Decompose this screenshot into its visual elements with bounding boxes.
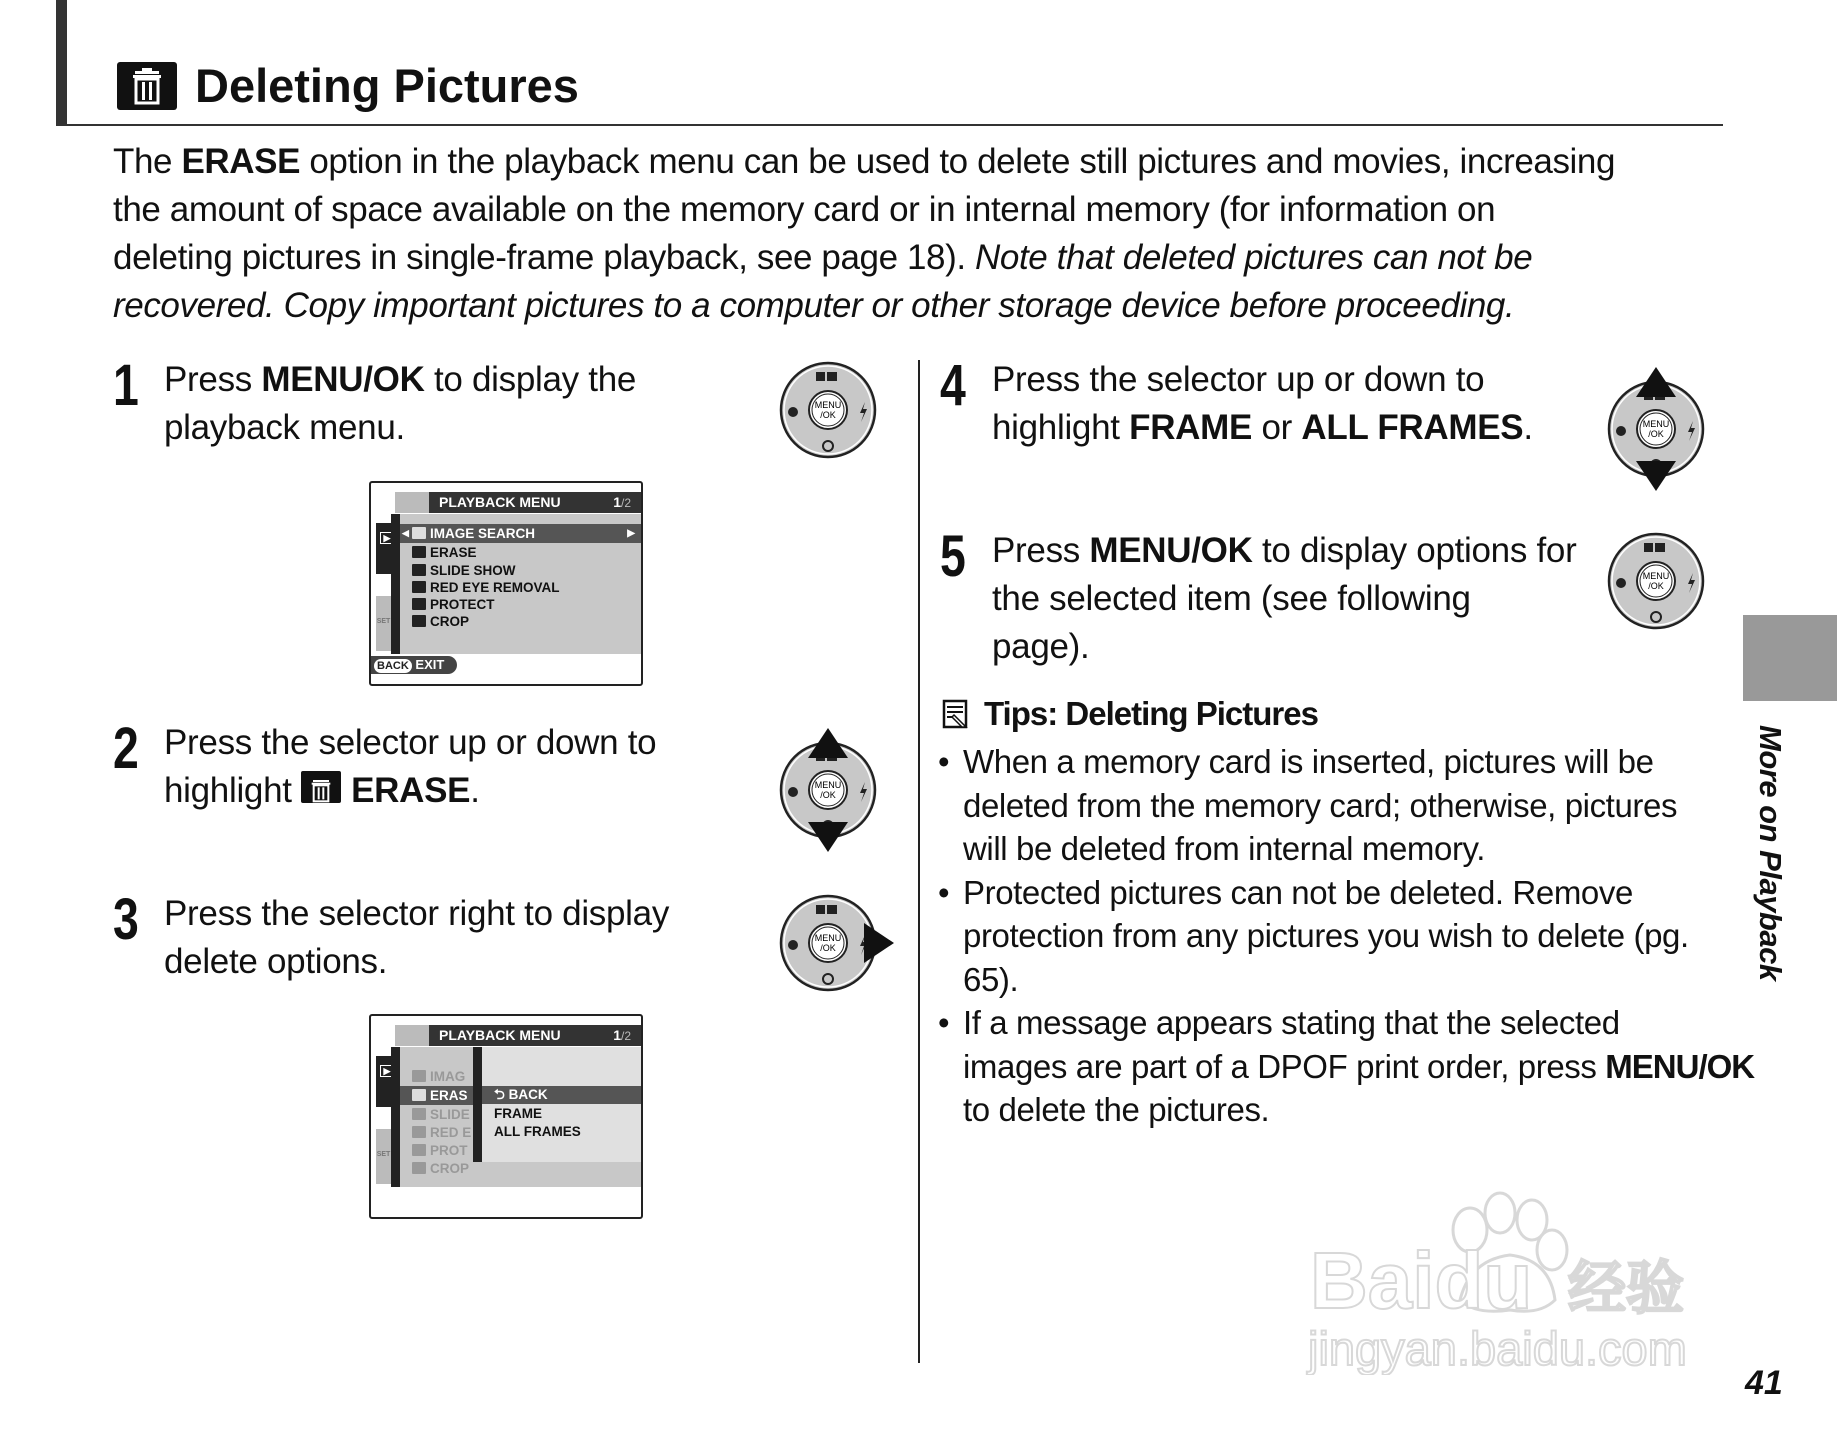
menu-title-bar bbox=[429, 492, 641, 513]
warning-text: recovered. Copy important pictures to a computer or other storage device before proceeding. bbox=[113, 286, 1515, 325]
selector-up-down-icon bbox=[778, 727, 878, 858]
title-text: Deleting Pictures bbox=[195, 59, 579, 112]
menu-title: PLAYBACK MENU bbox=[439, 1027, 561, 1043]
menu-item-image-search: IMAGE SEARCH ▶ ◀ bbox=[400, 524, 641, 543]
column-divider bbox=[918, 360, 920, 1363]
text: Press the selector up or down to bbox=[164, 723, 657, 762]
back-arrow-icon: ⮌ bbox=[494, 1087, 509, 1102]
text: delete options. bbox=[164, 942, 388, 981]
submenu-all-frames: ALL FRAMES bbox=[494, 1124, 581, 1139]
menu-strip bbox=[391, 514, 400, 654]
erase-term: ERASE bbox=[181, 142, 301, 181]
page-indicator: 1/2 bbox=[613, 1027, 631, 1043]
tips-list bbox=[938, 740, 1754, 1132]
svg-text:/OK: /OK bbox=[1648, 581, 1664, 591]
step-number: 1 bbox=[113, 353, 139, 418]
trash-icon bbox=[412, 546, 426, 558]
page-number: 41 bbox=[1745, 1364, 1783, 1402]
text: The bbox=[113, 142, 182, 181]
svg-text:MENU: MENU bbox=[1642, 571, 1670, 581]
step-number: 5 bbox=[940, 524, 966, 589]
menu-list bbox=[400, 514, 641, 654]
text: highlight bbox=[164, 771, 302, 810]
tip-item: • When a memory card is inserted, pictures will be deleted from the memory card; otherwise, pictures will be deleted from internal memory. bbox=[938, 743, 1678, 867]
menu-item-image-search: IMAG bbox=[400, 1067, 641, 1086]
eye-icon bbox=[412, 581, 426, 593]
selector-dial-icon bbox=[1606, 531, 1706, 636]
text: Press the selector right to display bbox=[164, 894, 670, 933]
slideshow-icon bbox=[412, 564, 426, 576]
text: the amount of space available on the memory card or in internal memory (for information on bbox=[113, 190, 1496, 229]
tips-heading-text: Tips: Deleting Pictures bbox=[984, 695, 1318, 732]
menu-item-red-eye: RED EYE REMOVAL bbox=[400, 578, 641, 597]
menu-item-slide-show: SLIDE bbox=[400, 1105, 641, 1124]
svg-text:jingyan.baidu.com: jingyan.baidu.com bbox=[1308, 1322, 1687, 1375]
button-term: MENU/OK bbox=[261, 360, 425, 399]
trash-icon bbox=[412, 1089, 426, 1101]
erase-submenu bbox=[473, 1047, 641, 1162]
title-bar-gray bbox=[395, 1025, 429, 1046]
text: deleting pictures in single-frame playback, see page 18). bbox=[113, 238, 976, 277]
selector-dial-icon bbox=[778, 360, 878, 465]
text: the selected item (see following bbox=[992, 579, 1471, 618]
step-3-text bbox=[164, 890, 669, 986]
svg-text:Baidu: Baidu bbox=[1310, 1236, 1533, 1325]
svg-text:MENU: MENU bbox=[1642, 419, 1670, 429]
play-icon: ▶ bbox=[380, 1065, 394, 1077]
baidu-watermark bbox=[1300, 1175, 1730, 1375]
frame-term: FRAME bbox=[1129, 408, 1253, 447]
text: option in the playback menu can be used to delete still pictures and movies, increasing bbox=[300, 142, 1616, 181]
back-exit-hint: BACK EXIT bbox=[371, 656, 457, 674]
trash-icon bbox=[301, 771, 341, 803]
step-2-text: Press the selector up or down to highlight ERASE. bbox=[164, 719, 656, 815]
trash-icon bbox=[117, 62, 177, 110]
setup-tab: SET bbox=[376, 596, 391, 651]
tip-item: • Protected pictures can not be deleted. Remove protection from any pictures you wish to delete (pg. 65). bbox=[938, 873, 1689, 998]
svg-text:MENU: MENU bbox=[814, 780, 842, 790]
crop-icon bbox=[412, 615, 426, 627]
menu-item-crop: CROP bbox=[400, 612, 641, 631]
page-indicator: 1/2 bbox=[613, 494, 631, 510]
svg-text:MENU: MENU bbox=[814, 400, 842, 410]
menu-title-bar bbox=[429, 1025, 641, 1046]
button-term: MENU/OK bbox=[1089, 531, 1253, 570]
warning-text: Note that deleted pictures can not be bbox=[975, 238, 1533, 277]
text: playback menu. bbox=[164, 408, 405, 447]
submenu-frame: FRAME bbox=[494, 1106, 542, 1121]
chapter-tab bbox=[1743, 615, 1837, 701]
menu-strip bbox=[391, 1047, 400, 1187]
menu-title: PLAYBACK MENU bbox=[439, 494, 561, 510]
selector-up-down-icon bbox=[1606, 366, 1706, 497]
step-number: 3 bbox=[113, 887, 139, 952]
playback-menu-screen bbox=[369, 481, 643, 686]
all-frames-term: ALL FRAMES bbox=[1301, 408, 1524, 447]
svg-text:/OK: /OK bbox=[820, 410, 836, 420]
menu-item-erase: ERASE bbox=[400, 543, 641, 562]
menu-item-protect: PROT bbox=[400, 1141, 641, 1160]
title-bar-gray bbox=[395, 492, 429, 513]
tip-item: • If a message appears stating that the selected images are part of a DPOF print order, press MENU/OK to delete the pictures. bbox=[938, 1004, 1755, 1128]
menu-item-erase: ERAS bbox=[400, 1086, 641, 1105]
erase-term: ERASE bbox=[351, 771, 471, 810]
svg-text:MENU: MENU bbox=[814, 933, 842, 943]
menu-item-red-eye: RED E bbox=[400, 1123, 641, 1142]
step-1-text bbox=[164, 356, 636, 452]
svg-text:/OK: /OK bbox=[820, 790, 836, 800]
text: page). bbox=[992, 627, 1090, 666]
key-icon bbox=[412, 598, 426, 610]
submenu-back: ⮌ BACK bbox=[482, 1086, 641, 1104]
menu-item-slide-show: SLIDE SHOW bbox=[400, 561, 641, 580]
back-pill: BACK bbox=[374, 659, 412, 673]
page-title bbox=[117, 58, 579, 113]
step-5-text: Press MENU/OK to display options for the selected item (see following page). bbox=[992, 527, 1576, 671]
intro-paragraph bbox=[113, 138, 1615, 330]
selector-right-icon bbox=[778, 893, 896, 998]
title-rule bbox=[56, 124, 1723, 126]
text: to display the bbox=[424, 360, 637, 399]
menu-item-crop: CROP bbox=[400, 1159, 641, 1178]
step-number: 2 bbox=[113, 716, 139, 781]
text: Press bbox=[164, 360, 262, 399]
tips-heading bbox=[942, 695, 1318, 733]
erase-submenu-screen bbox=[369, 1014, 643, 1219]
setup-tab: SET bbox=[376, 1129, 391, 1184]
memo-icon bbox=[942, 699, 970, 729]
text: Press the selector up or down to bbox=[992, 360, 1485, 399]
button-term: MENU/OK bbox=[1605, 1047, 1755, 1085]
step-number: 4 bbox=[940, 353, 966, 418]
section-bar bbox=[56, 0, 67, 126]
svg-text:/OK: /OK bbox=[1648, 429, 1664, 439]
svg-text:/OK: /OK bbox=[820, 943, 836, 953]
image-search-icon bbox=[412, 527, 426, 539]
step-4-text: Press the selector up or down to highlight FRAME or ALL FRAMES. bbox=[992, 356, 1533, 452]
chapter-label: More on Playback bbox=[1753, 725, 1788, 981]
menu-item-protect: PROTECT bbox=[400, 595, 641, 614]
svg-text:经验: 经验 bbox=[1568, 1254, 1685, 1322]
play-icon: ▶ bbox=[380, 532, 394, 544]
